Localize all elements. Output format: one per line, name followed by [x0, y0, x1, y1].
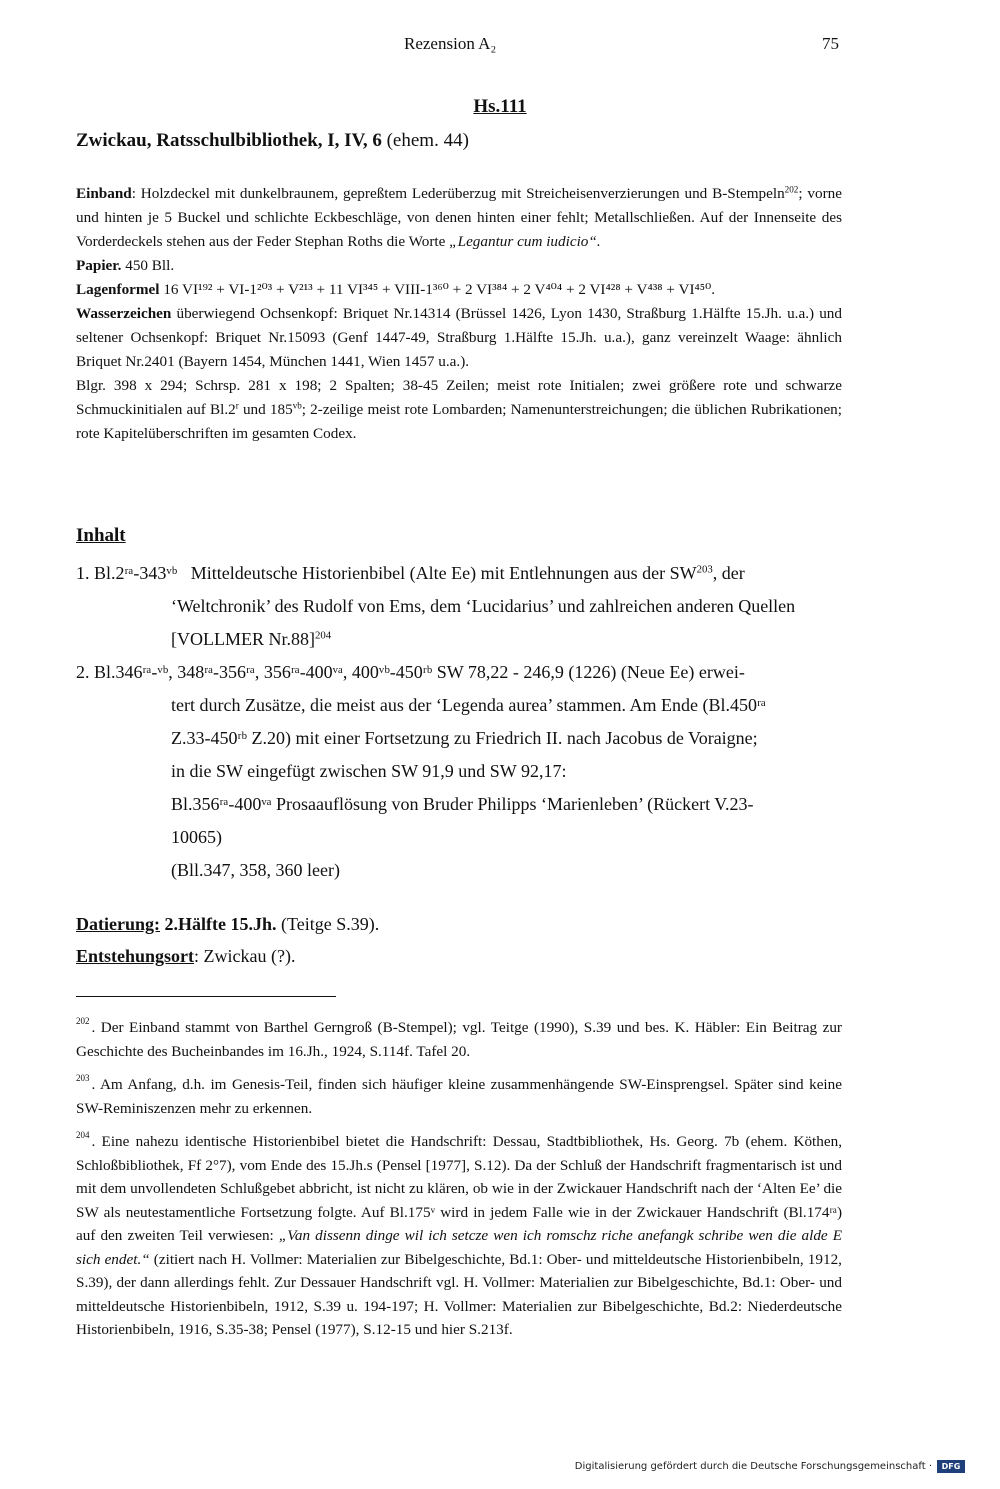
item1-line3-text: [VOLLMER Nr.88] — [171, 629, 315, 649]
footnote-divider — [76, 996, 336, 997]
watermark-text: überwiegend Ochsenkopf: Briquet Nr.14314 (Brüssel 1426, Lyon 1430, Straßburg 1.Hälfte 15.Jh. u.a.) und seltener Ochsenkopf: Briquet Nr.15093 (Genf 1447-49, Straßburg 1.Hälfte 15.Jh. u.a.), ganz vereinzelt Waage: ähnlich Briquet Nr.2401 (Bayern 1454, München 1441, Wien 1457 u.a.). — [76, 305, 842, 370]
footnotes — [76, 1010, 842, 1346]
layout-paragraph — [76, 374, 842, 446]
paper-line — [76, 254, 842, 278]
footnote-text-2: (zitiert nach H. Vollmer: Materialien zur Bibelgeschichte, Bd.1: Ober- und mitteldeutsche Historienbibeln, 1912, S.39), der dann allerdings fehlt. Zur Dessauer Handschrift vgl. H. Vollmer: Materialien zur Bibelgeschichte, Bd.1: Ober- und mitteldeutsche Historienbibeln, 1912, S.39 u. 194-197; H. Vollmer: Materialien zur Bibelgeschichte, Bd.2: Niederdeutsche Historienbibeln, 1916, S.35-38; Pensel (1977), S.12-15 und hier S.213f. — [76, 1250, 842, 1338]
library-former-shelfmark: (ehem. 44) — [381, 130, 469, 151]
paper-label: Papier. — [76, 257, 122, 274]
footnote-mark: 204 — [76, 1130, 90, 1140]
quire-formula-text: 16 VI¹⁹² + VI-1²⁰³ + V²¹³ + 11 VI³⁴⁵ + VIII-1³⁶⁰ + 2 VI³⁸⁴ + 2 V⁴⁰⁴ + 2 VI⁴²⁸ + V⁴³⁸ + VI⁴⁵⁰. — [159, 281, 715, 298]
layout-text-3: ; 2-zeilige meist rote Lombarden; Namenunterstreichungen; die üblichen Rubrikationen; rote Kapitelüberschriften im gesamten Codex. — [76, 401, 842, 442]
dating-value: 2.Hälfte 15.Jh. — [160, 914, 277, 934]
footnote-204 — [76, 1124, 842, 1342]
binding-text-1: : Holzdeckel mit dunkelbraunem, gepreßtem Lederüberzug mit Streicheisenverzierungen und B-Stempeln — [131, 185, 785, 202]
origin-label: Entstehungsort — [76, 946, 195, 966]
footnote-ref-203: 203 — [696, 563, 713, 576]
watermark-paragraph — [76, 302, 842, 374]
footnote-text: . Der Einband stammt von Barthel Gerngroß (B-Stempel); vgl. Teitge (1990), S.39 und bes. K. Häbler: Ein Beitrag zur Geschichte des Bucheinbandes im 16.Jh., 1924, S.114f. Tafel 20. — [76, 1019, 842, 1060]
item1-line1-tail: , der — [712, 563, 745, 583]
layout-sup-2: vb — [292, 400, 302, 411]
manuscript-signature: Hs.111 — [473, 96, 527, 117]
dfg-logo: DFG — [937, 1460, 965, 1473]
footnote-text-1: . Eine nahezu identische Historienbibel bietet die Handschrift: Dessau, Stadtbibliothek, Hs. Georg. 7b (ehem. Köthen, Schloßbibliothek, Ff 2°7), vom Ende des 15.Jh.s (Pensel [1977], S.12). Da der Schluß der Handschrift fragmentarisch ist und mit dem unvollendeten Schlußgebet abbricht, ist nicht zu klären, ob wie in der Zwickauer Handschrift nach der ‘Alten Ee’ die SW als neutestamentliche Fortsetzung folgte. Auf Bl.175ᵛ wird in jedem Falle wie in der Zwickauer Handschrift (Bl.174ʳᵃ) auf den zweiten Teil verwiesen: — [76, 1133, 842, 1244]
footnote-mark: 202 — [76, 1016, 90, 1026]
funding-notice — [575, 1460, 965, 1473]
item1-line1-text: Mitteldeutsche Historienbibel (Alte Ee) mit Entlehnungen aus der SW — [190, 563, 697, 583]
binding-quote: „Legantur cum iudicio“. — [449, 233, 601, 250]
item2-line6: 10065) — [171, 827, 222, 847]
footnote-202 — [76, 1010, 842, 1063]
item2-line4: in die SW eingefügt zwischen SW 91,9 und SW 92,17: — [171, 761, 567, 781]
footnote-203 — [76, 1067, 842, 1120]
page-number: 75 — [822, 34, 839, 53]
watermark-label: Wasserzeichen — [76, 305, 172, 322]
dating-label: Datierung: — [76, 914, 160, 934]
layout-text-1: Blgr. 398 x 294; Schrsp. 281 x 198; 2 Spalten; 38-45 Zeilen; meist rote Initialen; zwei größere rote und schwarze Schmuckinitialen auf Bl.2 — [76, 377, 842, 418]
footnote-text: . Am Anfang, d.h. im Genesis-Teil, finden sich häufiger kleine zusammenhängende SW-Einsprengsel. Später sind keine SW-Reminiszenzen mehr zu erkennen. — [76, 1076, 842, 1117]
contents-item-1 — [76, 557, 842, 656]
origin-value: : Zwickau (?). — [194, 946, 296, 966]
item1-number: 1. Bl.2ʳᵃ-343ᵛᵇ — [76, 563, 178, 583]
binding-label: Einband — [76, 185, 132, 202]
item1-line2: ‘Weltchronik’ des Rudolf von Ems, dem ‘Lucidarius’ und zahlreichen anderen Quellen — [171, 596, 796, 616]
running-title: Rezension A₂ — [404, 34, 497, 53]
contents-heading: Inhalt — [76, 525, 126, 546]
library-line — [76, 130, 469, 152]
layout-text-2: und 185 — [238, 401, 293, 418]
paper-text: 450 Bll. — [121, 257, 175, 274]
item2-line1: 2. Bl.346ʳᵃ-ᵛᵇ, 348ʳᵃ-356ʳᵃ, 356ʳᵃ-400ᵛᵃ, 400ᵛᵇ-450ʳᵇ SW 78,22 - 246,9 (1226) (Neue Ee) erwei- — [76, 662, 745, 682]
item2-line2: tert durch Zusätze, die meist aus der ‘Legenda aurea’ stammen. Am Ende (Bl.450ʳᵃ — [171, 695, 766, 715]
library-name: Zwickau, Ratsschulbibliothek, I, IV, 6 — [76, 130, 382, 151]
dating-line — [76, 914, 379, 935]
dating-source: (Teitge S.39). — [276, 914, 380, 934]
footnote-quote: „Van dissenn dinge wil ich setcze wen ich romschz riche anefangk schribe wen die alde E sich endet.“ — [76, 1227, 843, 1268]
quire-formula-line — [76, 278, 842, 302]
contents-item-2 — [76, 656, 842, 887]
item2-line5: Bl.356ʳᵃ-400ᵛᵃ Prosaauflösung von Bruder Philipps ‘Marienleben’ (Rückert V.23- — [171, 794, 754, 814]
footnote-mark: 203 — [76, 1073, 90, 1083]
layout-sup-1: r — [235, 400, 239, 411]
item2-line7: (Bll.347, 358, 360 leer) — [171, 860, 340, 880]
binding-text-2: ; vorne und hinten je 5 Buckel und schlichte Eckbeschläge, von denen hinten einer fehlt; Metallschließen. Auf der Innenseite des Vorderdeckels stehen aus der Feder Stephan Roths die Worte — [76, 185, 842, 250]
item1-line3 — [76, 623, 842, 656]
funding-text: Digitalisierung gefördert durch die Deutsche Forschungsgemeinschaft · — [574, 1461, 932, 1472]
footnote-ref-202: 202 — [784, 184, 799, 195]
origin-line — [76, 946, 295, 967]
binding-paragraph — [76, 182, 842, 254]
contents-list — [76, 557, 842, 887]
footnote-ref-204: 204 — [314, 629, 332, 642]
item2-line3: Z.33-450ʳᵇ Z.20) mit einer Fortsetzung zu Friedrich II. nach Jacobus de Voraigne; — [171, 728, 758, 748]
quire-formula-label: Lagenformel — [76, 281, 160, 298]
codicological-description — [76, 182, 842, 446]
item1-line1 — [76, 557, 842, 590]
